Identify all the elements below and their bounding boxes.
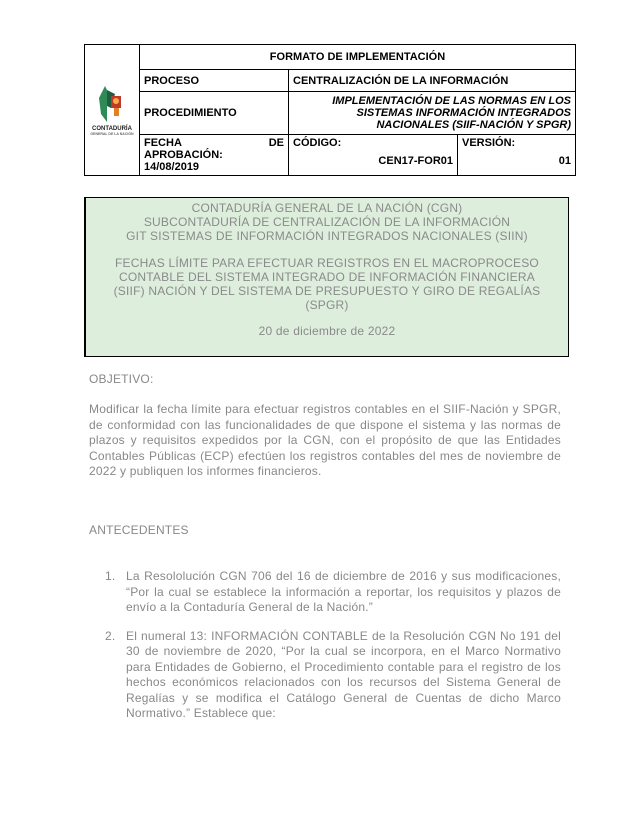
banner-date: 20 de diciembre de 2022 — [258, 324, 396, 338]
antecedentes-list — [105, 569, 561, 722]
procedimiento-label: PROCEDIMIENTO — [140, 92, 289, 135]
aprobacion-label: APROBACIÓN: — [144, 149, 223, 161]
banner-subject-line: (SIIF) NACIÓN Y DEL SISTEMA DE PRESUPUESTO Y GIRO DE REGALÍAS — [113, 284, 541, 298]
proceso-label: PROCESO — [140, 70, 289, 92]
codigo-value: CEN17-FOR01 — [378, 155, 453, 167]
title-banner — [84, 197, 569, 357]
fecha-value: 14/08/2019 — [144, 161, 200, 173]
cgn-logo-icon — [95, 84, 129, 124]
list-item-number: 2. — [105, 628, 116, 643]
banner-subject-line: CONTABLE DEL SISTEMA INTEGRADO DE INFORMACIÓN FINANCIERA — [119, 270, 535, 284]
codigo-cell — [289, 135, 458, 176]
logo-subtext: GENERAL DE LA NACIÓN — [90, 132, 134, 136]
list-item-text: El numeral 13: INFORMACIÓN CONTABLE de la Resolución CGN No 191 del 30 de noviembre de 2020, “Por la cual se incorpora, en el Marco Normativo para Entidades de Gobierno, el Procedimiento contable para el registro de los hechos económicos relacionados con los recursos del Sistema General de Regalías y se modifica el Catálogo General de Cuentas de dicho Marco Normativo.” Establece que: — [126, 628, 561, 720]
document-header-table — [84, 44, 576, 176]
form-title: FORMATO DE IMPLEMENTACIÓN — [140, 45, 576, 70]
banner-line: GIT SISTEMAS DE INFORMACIÓN INTEGRADOS NACIONALES (SIIN) — [126, 229, 528, 243]
banner-subject-line: FECHAS LÍMITE PARA EFECTUAR REGISTROS EN EL MACROPROCESO — [115, 256, 539, 270]
objetivo-text: Modificar la fecha límite para efectuar registros contables en el SIIF-Nación y SPGR, de conformidad con las funcionalidades de que dispone el sistema y las normas de plazos y requisitos expedidos por la CGN, con el propósito de que las Entidades Contables Públicas (ECP) efectúen los registros contables del mes de noviembre de 2022 y publiquen los informes financieros. — [89, 402, 561, 478]
procedimiento-line: IMPLEMENTACIÓN DE LAS NORMAS EN LOS — [332, 95, 571, 107]
objetivo-heading: OBJETIVO: — [89, 372, 154, 386]
version-label: VERSIÓN: — [462, 137, 516, 149]
procedimiento-line: SISTEMAS INFORMACIÓN INTEGRADOS — [356, 107, 571, 119]
list-item-text: La Resololución CGN 706 del 16 de diciembre de 2016 y sus modificaciones, “Por la cual se establece la información a reportar, los requisitos y plazos de envío a la Contaduría General de la Nación.” — [126, 569, 561, 614]
proceso-value: CENTRALIZACIÓN DE LA INFORMACIÓN — [289, 70, 576, 92]
fecha-label-de: DE — [268, 137, 284, 149]
banner-subject-line: (SPGR) — [305, 298, 349, 312]
version-value: 01 — [558, 155, 571, 167]
procedimiento-value — [289, 92, 576, 135]
banner-line: CONTADURÍA GENERAL DE LA NACIÓN (CGN) — [191, 201, 463, 215]
list-item — [105, 569, 561, 616]
codigo-label: CÓDIGO: — [293, 137, 342, 149]
logo-cell — [85, 45, 140, 176]
logo-text: CONTADURÍA — [92, 126, 132, 132]
antecedentes-heading: ANTECEDENTES — [89, 523, 189, 537]
fecha-label: FECHA — [144, 137, 182, 149]
list-item-number: 1. — [105, 569, 116, 583]
banner-line: SUBCONTADURÍA DE CENTRALIZACIÓN DE LA INFORMACIÓN — [143, 215, 511, 229]
list-item — [105, 629, 561, 722]
fecha-aprobacion-cell — [140, 135, 289, 176]
cgn-logo — [85, 84, 139, 136]
procedimiento-line: NACIONALES (SIIF-NACIÓN Y SPGR) — [376, 119, 571, 131]
version-cell — [458, 135, 576, 176]
